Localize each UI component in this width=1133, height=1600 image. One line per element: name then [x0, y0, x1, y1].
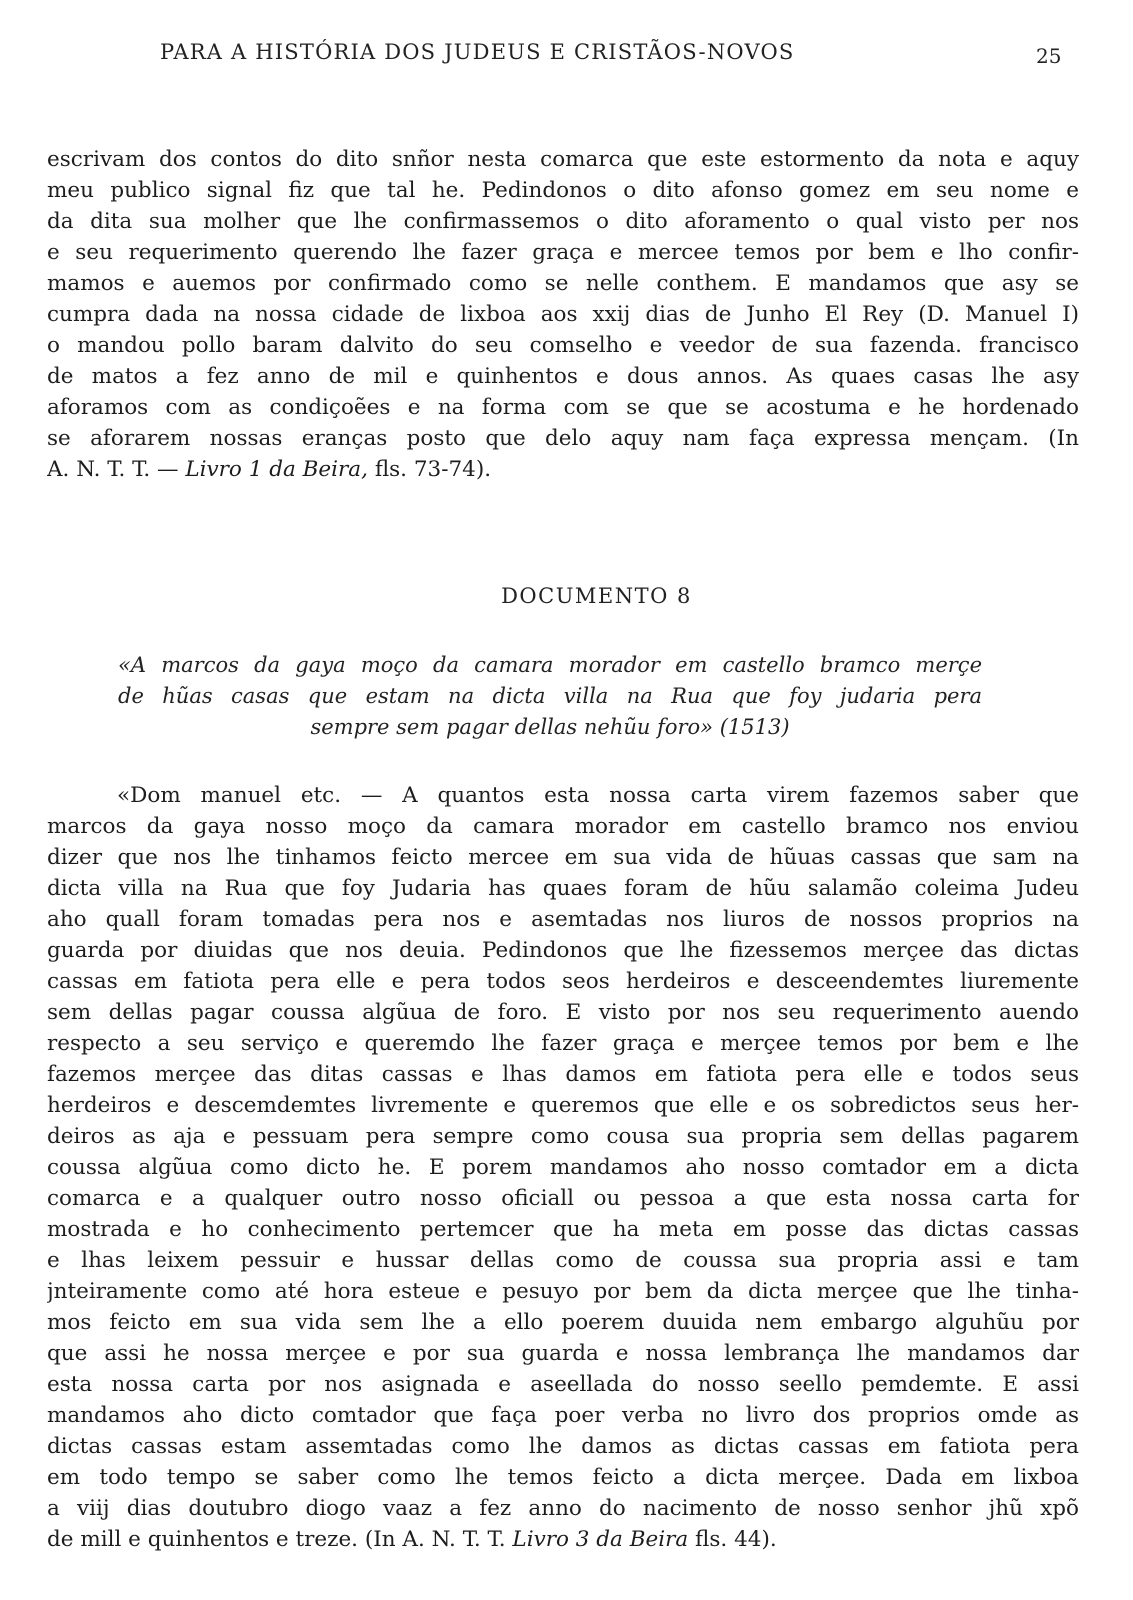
- text-line: cassas em fatiota pera elle e pera todos seos herdeiros e desceendemtes liuremente: [47, 969, 1079, 994]
- text-line: da dita sua molher que lhe confirmassemos o dito aforamento o qual visto per nos: [47, 209, 1079, 234]
- text-line: respecto a seu serviço e queremdo lhe fazer graça e merçee temos por bem e lhe: [47, 1031, 1079, 1056]
- page-number: 25: [1036, 44, 1062, 68]
- text-line: de matos a fez anno de mil e quinhentos e dous annos. As quaes casas lhe asy: [47, 364, 1079, 389]
- text-line: mamos e auemos por confirmado como se nelle conthem. E mandamos que asy se: [47, 271, 1079, 296]
- text-line: e lhas leixem pessuir e hussar dellas como de coussa sua propria assi e tam: [47, 1248, 1079, 1273]
- text-line: esta nossa carta por nos asignada e aseellada do nosso seello pemdemte. E assi: [47, 1372, 1079, 1397]
- text-line: dizer que nos lhe tinhamos feicto mercee em sua vida de hũuas cassas que sam na: [47, 845, 1079, 870]
- text-line: em todo tempo se saber como lhe temos feicto a dicta merçee. Dada em lixboa: [47, 1465, 1079, 1490]
- text-line: deiros as aja e pessuam pera sempre como cousa sua propria sem dellas pagarem: [47, 1124, 1079, 1149]
- text-line: mostrada e ho conhecimento pertemcer que ha meta em posse das dictas cassas: [47, 1217, 1079, 1242]
- text-line: «Dom manuel etc. — A quantos esta nossa carta virem fazemos saber que: [117, 783, 1079, 808]
- citation-title: Livro 3 da Beira: [512, 1527, 689, 1552]
- text-line: fazemos merçee das ditas cassas e lhas damos em fatiota pera elle e todos seus: [47, 1062, 1079, 1087]
- text-line: mos feicto em sua vida sem lhe a ello poerem duuida nem embargo alguhũu por: [47, 1310, 1079, 1335]
- citation-suffix: fls. 44).: [695, 1527, 777, 1552]
- text-line: cumpra dada na nossa cidade de lixboa aos xxij dias de Junho El Rey (D. Manuel I): [47, 302, 1079, 327]
- text-line: marcos da gaya nosso moço da camara morador em castello bramco nos enviou: [47, 814, 1079, 839]
- text-line: escrivam dos contos do dito snñor nesta comarca que este estormento da nota e aquy: [47, 147, 1079, 172]
- summary-last-line: [118, 712, 982, 743]
- document-body: [47, 780, 1079, 1555]
- citation-suffix: fls. 73-74).: [374, 457, 492, 482]
- text-line: coussa algũua como dicto he. E porem mandamos aho nosso comtador em a dicta: [47, 1155, 1079, 1180]
- citation-prefix: A. N. T. T. —: [47, 457, 179, 482]
- text-line: guarda por diuidas que nos deuia. Pedindonos que lhe fizessemos merçee das dictas: [47, 938, 1079, 963]
- text-line: sem dellas pagar coussa algũua de foro. E visto por nos seu requerimento auendo: [47, 1000, 1079, 1025]
- citation-prefix: de mill e quinhentos e treze. (In A. N. T. T.: [47, 1527, 506, 1552]
- text-line: se aforarem nossas eranças posto que delo aquy nam faça expressa mençam. (In: [47, 426, 1079, 451]
- text-line: a viij dias doutubro diogo vaaz a fez anno do nacimento de nosso senhor jhũ xpõ: [47, 1496, 1079, 1521]
- previous-document-text: [47, 144, 1079, 485]
- text-line: mandamos aho dicto comtador que faça poer verba no livro dos proprios omde as: [47, 1403, 1079, 1428]
- citation-title: Livro 1 da Beira,: [185, 457, 368, 482]
- text-line: herdeiros e descemdemtes livremente e queremos que elle e os sobredictos seus her-: [47, 1093, 1079, 1118]
- summary-line: «A marcos da gaya moço da camara morador em castello bramco merçe: [118, 653, 982, 677]
- text-line: e seu requerimento querendo lhe fazer graça e mercee temos por bem e lho confir-: [47, 240, 1079, 265]
- summary-year: (1513): [719, 715, 790, 739]
- text-line: o mandou pollo baram dalvito do seu comselho e veedor de sua fazenda. francisco: [47, 333, 1079, 358]
- text-line: comarca e a qualquer outro nosso oficiall ou pessoa a que esta nossa carta for: [47, 1186, 1079, 1211]
- text-line: dicta villa na Rua que foy Judaria has quaes foram de hũu salamão coleima Judeu: [47, 876, 1079, 901]
- summary-text: sempre sem pagar dellas nehũu foro»: [310, 715, 714, 739]
- text-line: meu publico signal fiz que tal he. Pedindonos o dito afonso gomez em seu nome e: [47, 178, 1079, 203]
- document-summary: [118, 650, 982, 743]
- running-head: PARA A HISTÓRIA DOS JUDEUS E CRISTÃOS-NOVOS: [160, 40, 795, 64]
- citation-line: [47, 1524, 1079, 1555]
- document-heading: DOCUMENTO 8: [501, 584, 692, 608]
- text-line: aho quall foram tomadas pera nos e asemtadas nos liuros de nossos proprios na: [47, 907, 1079, 932]
- summary-line: de hũas casas que estam na dicta villa na Rua que foy judaria pera: [118, 684, 982, 708]
- text-line: que assi he nossa merçee e por sua guarda e nossa lembrança lhe mandamos dar: [47, 1341, 1079, 1366]
- text-line: dictas cassas estam assemtadas como lhe damos as dictas cassas em fatiota pera: [47, 1434, 1079, 1459]
- text-line: aforamos com as condiçoẽes e na forma com se que se acostuma e he hordenado: [47, 395, 1079, 420]
- text-line: jnteiramente como até hora esteue e pesuyo por bem da dicta merçee que lhe tinha-: [47, 1279, 1079, 1304]
- citation-line: [47, 454, 1079, 485]
